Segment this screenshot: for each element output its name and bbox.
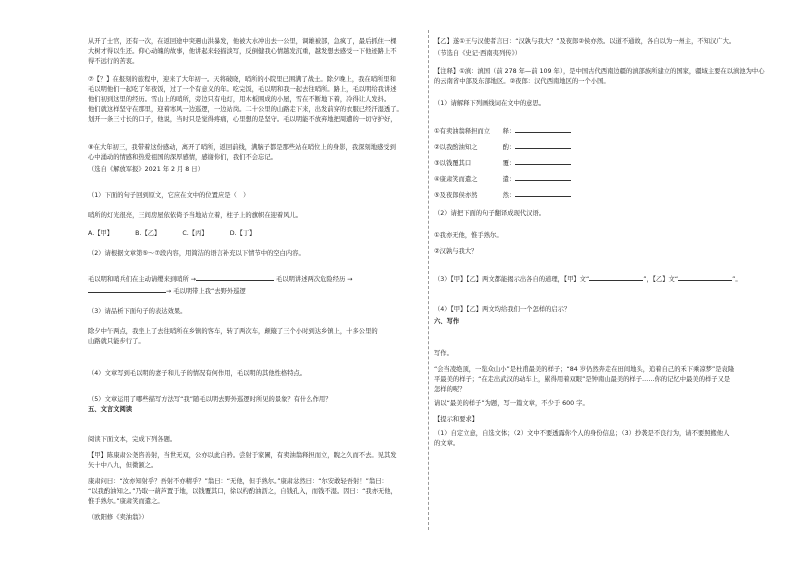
requirements-heading: 【提示和要求】: [434, 416, 479, 423]
prompt-line: 怎样的呢？: [434, 386, 466, 393]
vocab-text: ⑤及夜郎侯亦然 然：: [434, 192, 516, 199]
answer-blank[interactable]: [196, 274, 274, 281]
vocab-item: [434, 126, 571, 136]
source-line: （节选自《史记·西南夷列传》）: [434, 50, 522, 57]
vocab-text: ①有卖油翁释担而立 释：: [434, 128, 516, 135]
prompt-line: “会当凌绝顶，一览众山小”是杜甫最美的样子；“84 岁仍然奔走在田间地头，追着自己的禾下乘凉梦”是袁隆: [434, 366, 735, 373]
column-divider: [428, 30, 429, 530]
text-line: 大树才得以生还。仰心动魄的故事，他讲起来轻描淡写，反倒健我心情越发沉重，越发想去感受一下他迹路上不: [88, 48, 397, 55]
section-heading: 六、写作: [434, 318, 460, 325]
sequence-text: 毛以明和哨兵们在主动请缨来到哨所 →: [88, 276, 197, 283]
requirements-line: （1）自定立意，自选文体；（2）文中不要透露你个人的身份信息；（3）抄袭是不良行为，请不要照搬他人: [434, 430, 730, 437]
answer-blank[interactable]: [515, 174, 571, 181]
sequence-text: → 毛以明带上我“去野外巡逻: [166, 288, 246, 295]
question-4: （4）文章写到毛以明的妻子和儿子的情况有何作用，毛以明的其他性格特点。: [88, 370, 307, 377]
note-line: 【注释】①滇：滇国（前 278 年—前 109 年），是中国古代西南边疆的滇部族所建立的国家，疆域主要在以滇池为中心: [434, 68, 765, 75]
text-line: ⑦【？】在报刻的旅程中，迎来了大年初一。天将破晓，哨所的小院里已围满了战士。除夕晚上，我在哨所里和: [88, 76, 396, 83]
vocab-item: [434, 174, 571, 184]
writing-label: 写作。: [434, 350, 453, 357]
translate-item: ①我亦无他，惟手熟尔。: [434, 232, 503, 239]
answer-options: A.【甲】 B.【乙】 C.【丙】 D.【丁】: [88, 230, 256, 237]
question-3: （3）请品析下面句子的表达效果。: [88, 308, 187, 315]
sequence-line-1: 毛以明和哨兵们在主动请缨来到哨所 → 毛以明讲述两次危险经历 →: [88, 276, 353, 283]
question-text: （3）【甲】【乙】两文都能揭示出各自的道理，【甲】文“: [434, 276, 590, 283]
translate-item: ②汉孰与我大？: [434, 248, 478, 255]
vocab-text: ④康肃笑而遣之 遣：: [434, 176, 516, 183]
text-line: 他们初到这里的经历。雪山上的哨所，旁边只有电灯，用木板围成的小屋，雪在不断地下着，冷得让人发抖。: [88, 96, 391, 103]
answer-blank[interactable]: [515, 126, 571, 133]
passage-line: 【乙】遂①王与汉使者言曰：“汉孰与我大？”及夜郎②侯亦然。以道不通故，各自以为一州主，不知汉广大。: [434, 38, 736, 45]
source-line: （选自《解放军报》2021 年 2 月 8 日）: [88, 166, 204, 173]
question-1: （1）下面的句子回到原文，它应在文中的位置应是（ ）: [88, 192, 250, 199]
note-line: 的云南省中部及东部地区。②夜郎：汉代西南地区的一个小国。: [434, 78, 610, 85]
text-line: 他们就这样坚守在那里，迎着寒风一边巡逻，一边站岗。二十公里的山路走下来，出发前穿的衣服已经汗湿透了。: [88, 106, 403, 113]
passage-line: “以我酌油知之。”乃取一葫芦置于地，以钱覆其口，徐以杓酌油沥之，自钱孔入，而钱不湿。因曰：“我亦无他，: [88, 488, 397, 495]
passage-line: 矢十中八九，但微颔之。: [88, 462, 158, 469]
question-text: 山路就只能步行了。: [88, 338, 145, 345]
question-3: [434, 274, 742, 284]
question-2: （2）请根据文章第⑤～⑦段内容，用简洁的语言补充以下情节中的空白内容。: [88, 250, 305, 257]
question-5: （5）文章运用了哪些描写方法写“我”随毛以明去野外巡逻时所见的景象？有什么作用？: [88, 396, 332, 403]
question-text: 除夕中午两点，我坐上了去往哨所在乡镇的客车，转了两次车，颠簸了三个小时到达乡镇上，十多公里的: [88, 328, 378, 335]
passage-line: 【甲】陈康肃公尧咨善射，当世无双，公亦以此自矜。尝射于家圃，有卖油翁释担而立，睨之久而不去。见其发: [88, 452, 397, 459]
answer-blank[interactable]: [678, 274, 732, 281]
answer-blank[interactable]: [515, 158, 571, 165]
source-line: （欧阳修《卖油翁》）: [88, 514, 148, 521]
answer-blank[interactable]: [515, 142, 571, 149]
passage-line: 惟手熟尔。”康肃笑而遣之。: [88, 498, 164, 505]
text-line: ⑧在大年初三，我带着这份感动，离开了哨所，返回前线，满脑子都是那些站在哨位上的身影，我深刻地感受到: [88, 144, 396, 151]
question-2: （2）请把下面的句子翻译成现代汉语。: [434, 210, 546, 217]
text-line: 从开了士官，还有一次，在返回途中突遇山洪暴发，他被大水冲出去一公里，调雄被部，急疯了，最后抓住一棵: [88, 38, 397, 45]
answer-blank[interactable]: [515, 190, 571, 197]
prompt-line: 请以“最美的样子”为题，写一篇文章，不少于 600 字。: [434, 400, 589, 407]
text-line: 得不远行的苦衷。: [88, 58, 139, 65]
vocab-item: [434, 158, 571, 168]
answer-blank[interactable]: [88, 286, 166, 293]
text-line: 划开一条三寸长的口子，他说，当时只是觉得疼痛，心里想的是坚守。毛以明能不放弃地把周遭的一切守护好，: [88, 116, 397, 123]
passage-line: 康肃问曰：“汝亦知射乎？吾射不亦精乎？”翁曰：“无他，但手熟尔。”康肃忿然曰：“尔安敢轻吾射！”翁曰：: [88, 478, 388, 485]
question-1: （1）请解释下列画线词在文中的意思。: [434, 100, 546, 107]
section-heading: 五、文言文阅读: [88, 406, 133, 413]
text-line: 毛以明他们一起吃了年夜饭，过了一个有意义的年。吃完饭，毛以明和我一起去往哨所。路上，毛以明给我讲述: [88, 86, 397, 93]
vocab-item: [434, 190, 571, 200]
question-text: ”。: [732, 276, 742, 283]
question-text: 哨所的灯光很亮，三间房屋依依倚予当地站立着，柱子上的旗帜在迎着风儿。: [88, 212, 303, 219]
instruction: 阅读下面文本，完成下列各题。: [88, 436, 177, 443]
vocab-text: ③以钱覆其口 覆：: [434, 160, 516, 167]
requirements-line: 的文章。: [434, 440, 460, 447]
question-text: ”，【乙】文“: [643, 276, 679, 283]
sequence-line-2: [88, 286, 246, 296]
text-line: 心中涌动的情感和热爱祖国的深厚感情，感谢你们，我们不会忘记。: [88, 154, 277, 161]
answer-blank[interactable]: [589, 274, 643, 281]
prompt-line: 平最美的样子；“在走出武汉的动车上，累得用着双眼”是钟南山最美的样子……你的记忆中最美的样子又是: [434, 376, 731, 383]
question-4: （4）【甲】【乙】两文均给我们一个怎样的启示？: [434, 306, 571, 313]
vocab-item: [434, 142, 571, 152]
vocab-text: ②以我酌油知之 酌：: [434, 144, 516, 151]
